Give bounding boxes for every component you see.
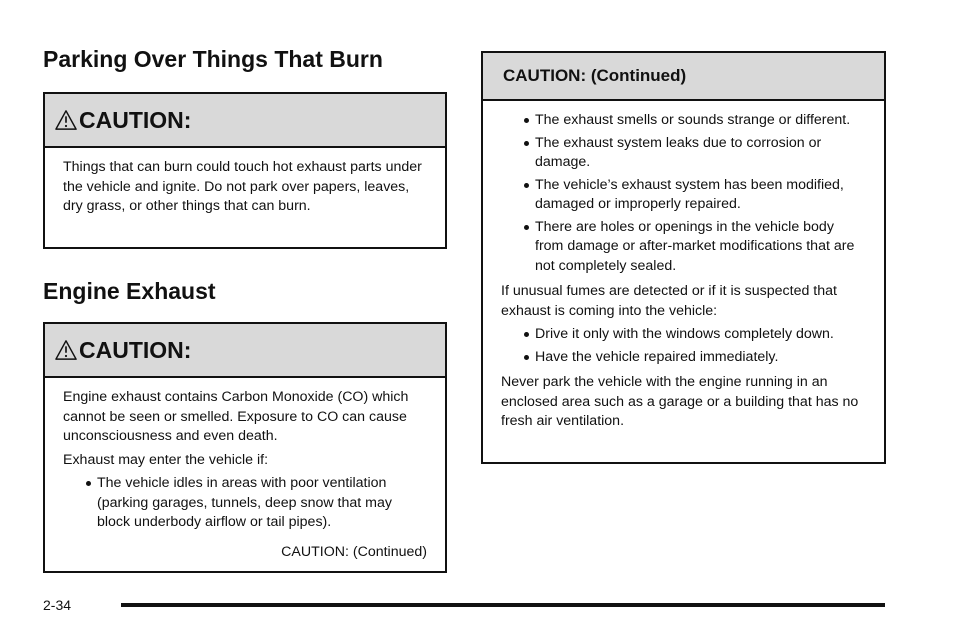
page-number: 2-34 [43,597,72,613]
caution-label: CAUTION: (Continued) [503,66,687,85]
caution-label: CAUTION: [79,106,192,133]
heading-engine-exhaust: Engine Exhaust [43,278,216,304]
caution-text: Engine exhaust contains Carbon Monoxide (CO) which cannot be seen or smelled. Exposure to CO can cause unconsciousness and even death. [63,389,409,444]
footer-rule [121,603,885,607]
caution-body [45,148,445,233]
caution-body [483,101,884,446]
caution-label: CAUTION: [79,336,192,363]
list-item: The exhaust smells or sounds strange or different. [501,111,866,131]
caution-text: Never park the vehicle with the engine running in an enclosed area such as a garage or a building that has no fresh air ventilation. [501,374,859,429]
caution-text: If unusual fumes are detected or if it is suspected that exhaust is coming into the vehicle: [501,283,837,319]
warning-triangle-icon [55,339,77,361]
bullet-list [501,325,866,367]
list-item: The exhaust system leaks due to corrosion or damage. [501,134,866,173]
caution-box-continued [481,51,886,464]
list-item: There are holes or openings in the vehicle body from damage or after-market modifications that are not completely sealed. [501,218,866,277]
caution-box-parking [43,92,447,249]
heading-parking: Parking Over Things That Burn [43,46,383,72]
warning-triangle-icon [55,109,77,131]
bullet-list [63,474,427,533]
list-item: Have the vehicle repaired immediately. [501,348,866,368]
caution-text: Things that can burn could touch hot exhaust parts under the vehicle and ignite. Do not park over papers, leaves, dry grass, or other things that can burn. [63,159,422,214]
caution-header [45,94,445,148]
caution-header [45,324,445,378]
caution-text: Exhaust may enter the vehicle if: [63,451,269,468]
list-item: The vehicle’s exhaust system has been modified, damaged or improperly repaired. [501,176,866,215]
continued-note: CAUTION: (Continued) [281,543,427,560]
list-item: The vehicle idles in areas with poor ventilation (parking garages, tunnels, deep snow that may block underbody airflow or tail pipes). [63,474,427,533]
caution-body [45,378,445,574]
bullet-list [501,111,866,276]
caution-header [483,53,884,101]
caution-box-exhaust [43,322,447,573]
list-item: Drive it only with the windows completely down. [501,325,866,345]
